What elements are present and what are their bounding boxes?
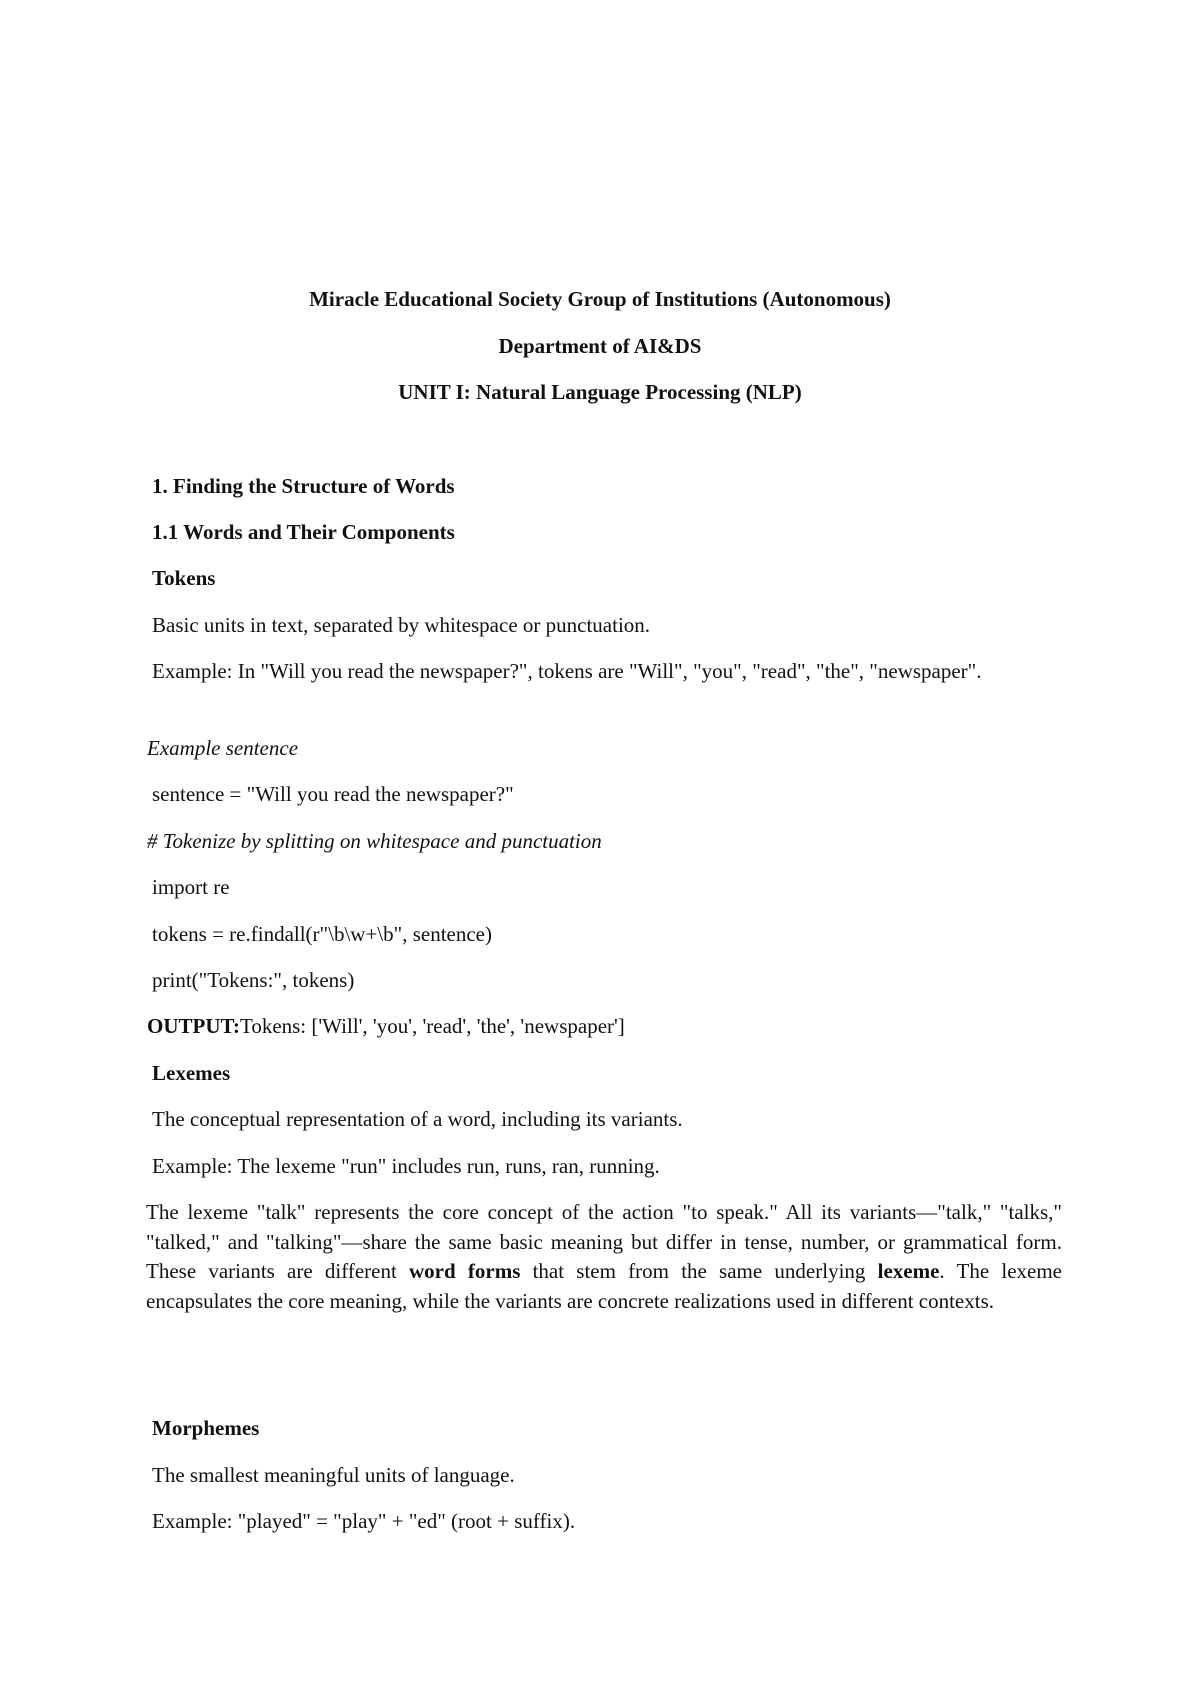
institution-title: Miracle Educational Society Group of Institutions (Autonomous) <box>309 287 891 311</box>
section-heading: 1. Finding the Structure of Words <box>152 474 455 498</box>
tokens-definition: Basic units in text, separated by whitespace or punctuation. <box>152 613 651 637</box>
tokens-heading: Tokens <box>152 566 216 590</box>
lexemes-definition: The conceptual representation of a word, including its variants. <box>152 1107 683 1131</box>
morphemes-definition: The smallest meaningful units of language. <box>152 1463 515 1487</box>
department-title: Department of AI&DS <box>498 334 702 358</box>
lexemes-example: Example: The lexeme "run" includes run, runs, ran, running. <box>152 1154 660 1178</box>
lexemes-heading: Lexemes <box>152 1061 231 1085</box>
morphemes-heading: Morphemes <box>152 1416 260 1440</box>
unit-title: UNIT I: Natural Language Processing (NLP) <box>398 380 802 404</box>
code-sentence: sentence = "Will you read the newspaper?" <box>152 782 514 806</box>
subsection-heading: 1.1 Words and Their Components <box>152 520 455 544</box>
example-sentence-caption: Example sentence <box>147 736 299 760</box>
code-findall: tokens = re.findall(r"\b\w+\b", sentence) <box>152 922 492 946</box>
tokens-example: Example: In "Will you read the newspaper?", tokens are "Will", "you", "read", "the", "newspaper". <box>152 659 982 683</box>
output-line <box>147 1012 625 1041</box>
lexeme-paragraph-text-1: The lexeme "talk" represents the core concept of the action "to speak." All its variants—"talk," "talks," "talked," and "talking"—share the same basic meaning but differ in tense, number, or grammatical form. These variants are different <box>146 1200 1062 1283</box>
code-comment: # Tokenize by splitting on whitespace and punctuation <box>147 829 602 853</box>
lexeme-paragraph-text-3: . The lexeme encapsulates the core meaning, while the variants are concrete realizations used in different contexts. <box>146 1259 1062 1313</box>
output-label: OUTPUT: <box>147 1014 240 1038</box>
lexeme-term: lexeme <box>877 1259 940 1283</box>
morphemes-example: Example: "played" = "play" + "ed" (root + suffix). <box>152 1509 576 1533</box>
code-import: import re <box>152 875 230 899</box>
word-forms-term: word forms <box>409 1259 521 1283</box>
lexeme-paragraph <box>146 1198 1062 1316</box>
lexeme-paragraph-text-2: that stem from the same underlying <box>520 1259 878 1283</box>
code-print: print("Tokens:", tokens) <box>152 968 355 992</box>
output-value: Tokens: ['Will', 'you', 'read', 'the', 'newspaper'] <box>239 1014 625 1038</box>
